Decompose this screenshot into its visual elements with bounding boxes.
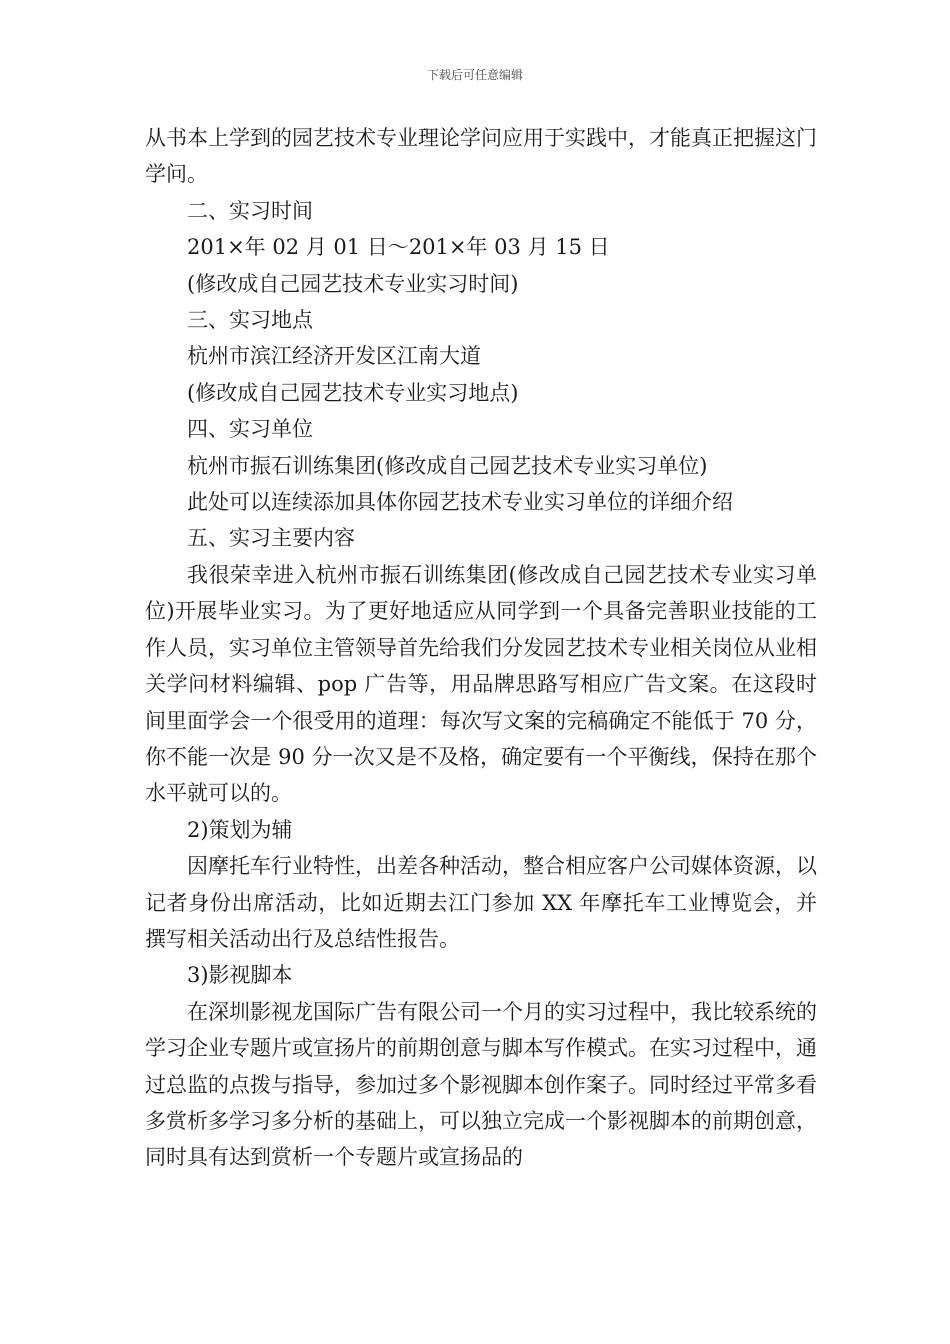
planning-paragraph: 因摩托车行业特性，出差各种活动，整合相应客户公司媒体资源，以记者身份出席活动，比如近期去江门参加 XX 年摩托车工业博览会，并撰写相关活动出行及总结性报告。 (145, 854, 817, 951)
unit-note: 此处可以连续添加具体你园艺技术专业实习单位的详细介绍 (187, 490, 733, 515)
time-note: (修改成自己园艺技术专业实习时间) (187, 271, 519, 296)
page-header: 下载后可任意编辑 (426, 68, 523, 82)
document-body (145, 120, 817, 1176)
location-note: (修改成自己园艺技术专业实习地点) (187, 380, 519, 405)
internship-address: 杭州市滨江经济开发区江南大道 (187, 344, 481, 369)
paragraph-1: 从书本上学到的园艺技术专业理论学问应用于实践中，才能真正把握这门学问。 (145, 126, 817, 187)
section-heading-unit: 四、实习单位 (187, 417, 313, 442)
internship-unit: 杭州市振石训练集团(修改成自己园艺技术专业实习单位) (187, 453, 708, 478)
script-paragraph: 在深圳影视龙国际广告有限公司一个月的实习过程中，我比较系统的学习企业专题片或宣扬片的前期创意与脚本写作模式。在实习过程中，通过总监的点拨与指导，参加过多个影视脚本创作案子。同时经过平常多看多赏析多学习多分析的基础上，可以独立完成一个影视脚本的前期创意，同时具有达到赏析一个专题片或宣扬品的 (145, 999, 817, 1170)
subheading-planning: 2)策划为辅 (187, 817, 293, 842)
section-heading-content: 五、实习主要内容 (187, 526, 355, 551)
content-paragraph: 我很荣幸进入杭州市振石训练集团(修改成自己园艺技术专业实习单位)开展毕业实习。为了更好地适应从同学到一个具备完善职业技能的工作人员，实习单位主管领导首先给我们分发园艺技术专业相关岗位从业相关学问材料编辑、pop 广告等，用品牌思路写相应广告文案。在这段时间里面学会一个很受用的道理：每次写文案的完稿确定不能低于 70 分，你不能一次是 90 分一次又是不及格，确定要有一个平衡线，保持在那个水平就可以的。 (145, 562, 817, 806)
section-heading-time: 二、实习时间 (187, 198, 313, 223)
subheading-script: 3)影视脚本 (187, 963, 293, 988)
section-heading-location: 三、实习地点 (187, 308, 313, 333)
internship-dates: 201×年 02 月 01 日～201×年 03 月 15 日 (187, 235, 610, 260)
